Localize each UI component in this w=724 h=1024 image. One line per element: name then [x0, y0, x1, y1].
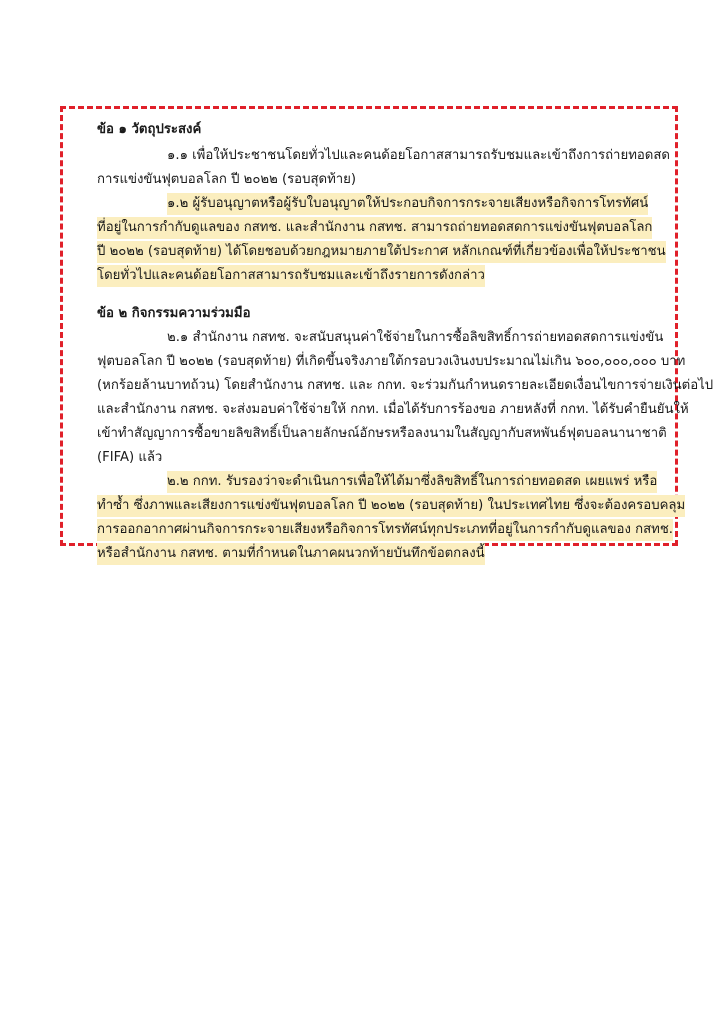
document-excerpt-frame [60, 106, 714, 561]
section2-heading: ข้อ ๒ กิจกรรมความร่วมมือ [97, 306, 251, 321]
item-2-2-line-1: ๒.๒ กกท. รับรองว่าจะดำเนินการเพื่อให้ได้มาซึ่งลิขสิทธิ์ในการถ่ายทอดสด เผยแพร่ หรือ [167, 471, 657, 493]
item-2-2-line-2: ทำซ้ำ ซึ่งภาพและเสียงการแข่งขันฟุตบอลโลก ปี ๒๐๒๒ (รอบสุดท้าย) ในประเทศไทย ซึ่งจะต้องครอบคลุม [97, 495, 685, 517]
item-1-2-line-3: ปี ๒๐๒๒ (รอบสุดท้าย) ได้โดยชอบด้วยกฎหมายภายใต้ประกาศ หลักเกณฑ์ที่เกี่ยวข้องเพื่อให้ประชาชน [97, 241, 666, 263]
item-2-1-line-1: ๒.๑ สำนักงาน กสทช. จะสนับสนุนค่าใช้จ่ายในการซื้อลิขสิทธิ์การถ่ายทอดสดการแข่งขัน [167, 330, 664, 345]
item-1-2-line-2: ที่อยู่ในการกำกับดูแลของ กสทช. และสำนักงาน กสทช. สามารถถ่ายทอดสดการแข่งขันฟุตบอลโลก [97, 217, 652, 239]
item-1-1-line-2: การแข่งขันฟุตบอลโลก ปี ๒๐๒๒ (รอบสุดท้าย) [97, 172, 357, 187]
item-2-1-line-4: และสำนักงาน กสทช. จะส่งมอบค่าใช้จ่ายให้ กกท. เมื่อได้รับการร้องขอ ภายหลังที่ กกท. ได้รับคำยืนยันให้ [97, 402, 689, 417]
item-2-1-line-5: เข้าทำสัญญาการซื้อขายลิขสิทธิ์เป็นลายลักษณ์อักษรหรือลงนามในสัญญากับสหพันธ์ฟุตบอลนานาชาติ [97, 426, 667, 441]
item-2-2-line-3: การออกอากาศผ่านกิจการกระจายเสียงหรือกิจการโทรทัศน์ทุกประเภทที่อยู่ในการกำกับดูแลของ กสทช. [97, 519, 673, 541]
item-1-2-line-4: โดยทั่วไปและคนด้อยโอกาสสามารถรับชมและเข้าถึงรายการดังกล่าว [97, 265, 485, 287]
section1-heading: ข้อ ๑ วัตถุประสงค์ [97, 122, 202, 137]
item-1-1-line-1: ๑.๑ เพื่อให้ประชาชนโดยทั่วไปและคนด้อยโอกาสสามารถรับชมและเข้าถึงการถ่ายทอดสด [167, 148, 670, 163]
item-2-1-line-6: (FIFA) แล้ว [97, 450, 163, 465]
item-2-1-line-3: (หกร้อยล้านบาทถ้วน) โดยสำนักงาน กสทช. และ กกท. จะร่วมกันกำหนดรายละเอียดเงื่อนไขการจ่ายเงินต่อไป [97, 378, 714, 393]
item-2-2-line-4: หรือสำนักงาน กสทช. ตามที่กำหนดในภาคผนวกท้ายบันทึกข้อตกลงนี้ [97, 543, 485, 565]
item-1-2-line-1: ๑.๒ ผู้รับอนุญาตหรือผู้รับใบอนุญาตให้ประกอบกิจการกระจายเสียงหรือกิจการโทรทัศน์ [167, 193, 648, 215]
item-2-1-line-2: ฟุตบอลโลก ปี ๒๐๒๒ (รอบสุดท้าย) ที่เกิดขึ้นจริงภายใต้กรอบวงเงินงบประมาณไม่เกิน ๖๐๐,๐๐๐,๐๐๐ บาท [97, 354, 686, 369]
